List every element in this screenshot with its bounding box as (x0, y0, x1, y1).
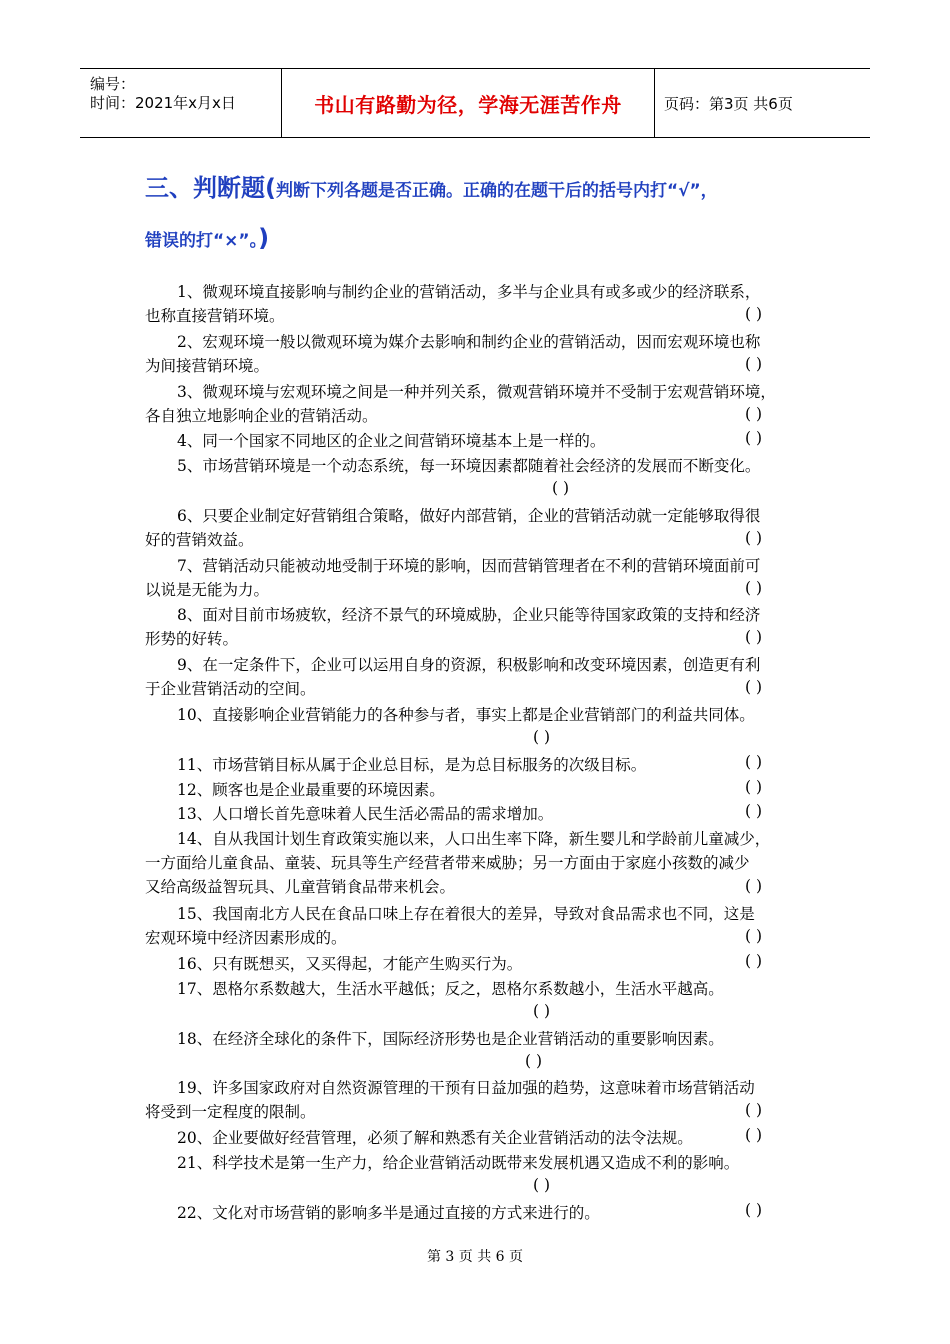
question-text: 11、市场营销目标从属于企业总目标，是为总目标服务的次级目标。 (177, 756, 647, 774)
answer-blank[interactable]: ( ) (745, 529, 763, 547)
question-item (145, 977, 810, 1001)
question-item (145, 1201, 810, 1225)
question-text: 6、只要企业制定好营销组合策略，做好内部营销，企业的营销活动就一定能够取得很 (177, 507, 761, 525)
question-text: 1、微观环境直接影响与制约企业的营销活动，多半与企业具有或多或少的经济联系， (177, 283, 761, 301)
question-item (145, 554, 810, 602)
answer-blank[interactable]: ( ) (745, 927, 763, 945)
question-text: 为间接营销环境。 (145, 357, 270, 375)
answer-blank[interactable]: ( ) (745, 952, 763, 970)
question-text: 9、在一定条件下，企业可以运用自身的资源，积极影响和改变环境因素，创造更有利 (177, 656, 761, 674)
question-item (145, 952, 810, 976)
question-text: 又给高级益智玩具、儿童营销食品带来机会。 (145, 878, 456, 896)
question-text: 10、直接影响企业营销能力的各种参与者，事实上都是企业营销部门的利益共同体。 (177, 706, 755, 724)
question-text: 于企业营销活动的空间。 (145, 680, 316, 698)
answer-blank[interactable]: ( ) (745, 753, 763, 771)
question-text: 17、恩格尔系数越大，生活水平越低；反之，恩格尔系数越小，生活水平越高。 (177, 980, 724, 998)
question-text: 好的营销效益。 (145, 531, 254, 549)
question-text: 16、只有既想买，又买得起，才能产生购买行为。 (177, 955, 523, 973)
question-item (145, 778, 810, 802)
question-text: 宏观环境中经济因素形成的。 (145, 929, 347, 947)
question-item (145, 1027, 810, 1051)
answer-blank[interactable]: ( ) (745, 877, 763, 895)
answer-blank[interactable]: ( ) (745, 1201, 763, 1219)
header-motto: 书山有路勤为径，学海无涯苦作舟 (281, 69, 655, 137)
question-text: 将受到一定程度的限制。 (145, 1103, 316, 1121)
question-text: 形势的好转。 (145, 630, 239, 648)
question-text: 以说是无能为力。 (145, 581, 270, 599)
section-instruction-2: 错误的打“×”。 (145, 231, 259, 251)
page-footer: 第 3 页 共 6 页 (426, 1249, 524, 1265)
section-instruction-1: 判断下列各题是否正确。正确的在题干后的括号内打“√”， (275, 181, 718, 201)
question-text: 一方面给儿童食品、童装、玩具等生产经营者带来威胁；另一方面由于家庭小孩数的减少 (145, 854, 750, 872)
question-item (145, 653, 810, 701)
question-text: 7、营销活动只能被动地受制于环境的影响，因而营销管理者在不利的营销环境面前可 (177, 557, 761, 575)
question-text: 15、我国南北方人民在食品口味上存在着很大的差异，导致对食品需求也不同，这是 (177, 905, 755, 923)
answer-blank[interactable]: ( ) (745, 305, 763, 323)
question-text: 5、市场营销环境是一个动态系统，每一环境因素都随着社会经济的发展而不断变化。 (177, 457, 761, 475)
section-heading (145, 168, 835, 203)
answer-blank[interactable]: ( ) (533, 1176, 551, 1194)
question-item (145, 280, 810, 328)
question-text: 20、企业要做好经营管理，必须了解和熟悉有关企业营销活动的法令法规。 (177, 1129, 693, 1147)
question-text: 2、宏观环境一般以微观环境为媒介去影响和制约企业的营销活动，因而宏观环境也称 (177, 333, 761, 351)
header-meta (80, 69, 280, 137)
section-heading-cont (145, 224, 835, 252)
answer-blank[interactable]: ( ) (745, 678, 763, 696)
question-text: 4、同一个国家不同地区的企业之间营销环境基本上是一样的。 (177, 432, 606, 450)
question-text: 也称直接营销环境。 (145, 307, 285, 325)
answer-blank[interactable]: ( ) (745, 579, 763, 597)
question-item (145, 330, 810, 378)
answer-blank[interactable]: ( ) (745, 802, 763, 820)
code-label: 编号： (90, 75, 136, 93)
answer-blank[interactable]: ( ) (533, 1002, 551, 1020)
question-item (145, 902, 810, 950)
question-item (145, 380, 810, 428)
question-text: 各自独立地影响企业的营销活动。 (145, 407, 378, 425)
answer-blank[interactable]: ( ) (745, 355, 763, 373)
question-text: 14、自从我国计划生育政策实施以来，人口出生率下降，新生婴儿和学龄前儿童减少， (177, 830, 771, 848)
question-item (145, 1076, 810, 1124)
question-text: 3、微观环境与宏观环境之间是一种并列关系，微观营销环境并不受制于宏观营销环境， (177, 383, 776, 401)
answer-blank[interactable]: ( ) (533, 728, 551, 746)
question-text: 12、顾客也是企业最重要的环境因素。 (177, 781, 445, 799)
question-text: 18、在经济全球化的条件下，国际经济形势也是企业营销活动的重要影响因素。 (177, 1030, 724, 1048)
question-text: 8、面对目前市场疲软，经济不景气的环境威胁，企业只能等待国家政策的支持和经济 (177, 606, 761, 624)
question-text: 21、科学技术是第一生产力，给企业营销活动既带来发展机遇又造成不利的影响。 (177, 1154, 740, 1172)
answer-blank[interactable]: ( ) (745, 405, 763, 423)
header-page-info: 页码：第3页 共6页 (664, 94, 793, 113)
section-title: 三、判断题( (145, 174, 276, 202)
answer-blank[interactable]: ( ) (745, 429, 763, 447)
question-item (145, 827, 810, 899)
answer-blank[interactable]: ( ) (745, 628, 763, 646)
question-item (145, 429, 810, 453)
question-item (145, 1126, 810, 1150)
question-item (145, 1151, 810, 1175)
question-item (145, 802, 810, 826)
section-close: ) (258, 224, 270, 252)
page-header (80, 68, 870, 138)
question-text: 13、人口增长首先意味着人民生活必需品的需求增加。 (177, 805, 554, 823)
answer-blank[interactable]: ( ) (745, 778, 763, 796)
question-item (145, 504, 810, 552)
answer-blank[interactable]: ( ) (552, 479, 570, 497)
date-line: 时间：2021年x月x日 (90, 94, 236, 112)
question-item (145, 454, 810, 478)
question-text: 22、文化对市场营销的影响多半是通过直接的方式来进行的。 (177, 1204, 600, 1222)
question-item (145, 703, 810, 727)
answer-blank[interactable]: ( ) (745, 1101, 763, 1119)
question-item (145, 753, 810, 777)
question-text: 19、许多国家政府对自然资源管理的干预有日益加强的趋势，这意味着市场营销活动 (177, 1079, 755, 1097)
answer-blank[interactable]: ( ) (745, 1126, 763, 1144)
answer-blank[interactable]: ( ) (525, 1052, 543, 1070)
question-item (145, 603, 810, 651)
